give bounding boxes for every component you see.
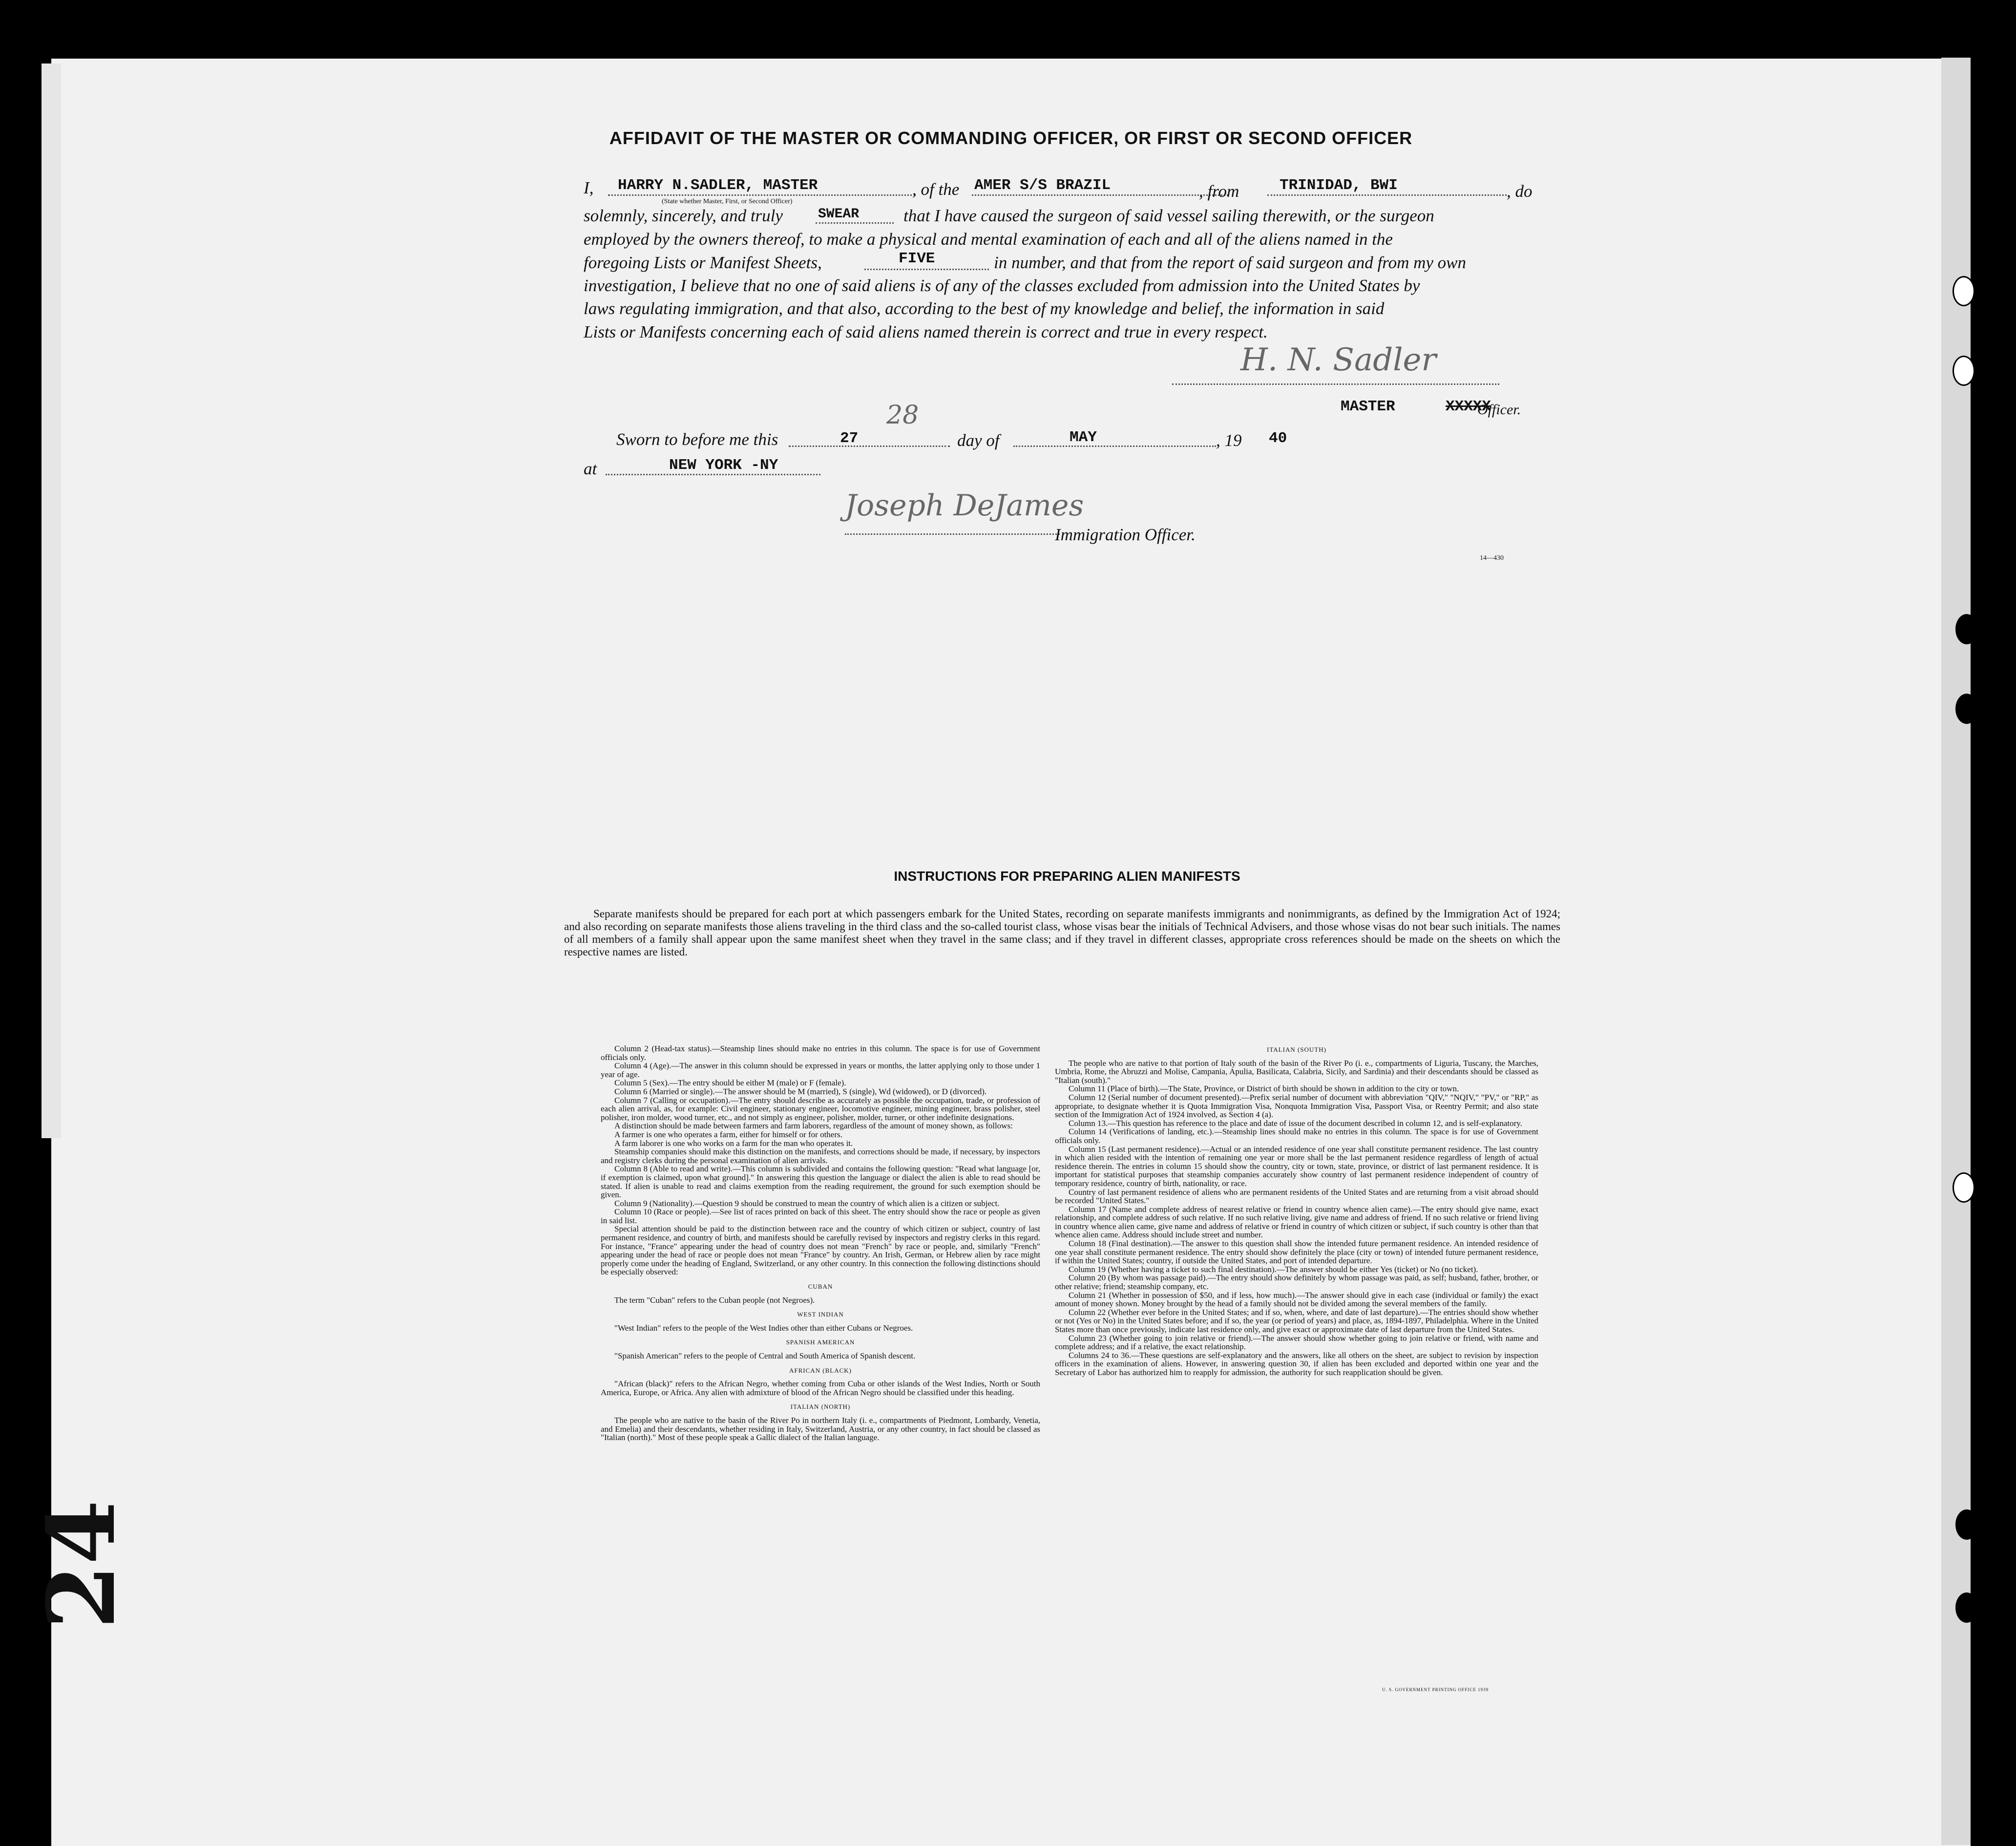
form-number: 14—430 [1480, 554, 1504, 562]
sheets-field: FIVE [899, 250, 935, 267]
instruction-paragraph: Column 18 (Final destination).—The answer to this question shall show the intended future permanent residence. An intended residence of one year shall constitute permanent residence. The entry should show definitely the place (city or town) of intended future permanent residence, if within the United States; country, if outside the United States, and port of intended departure. [1055, 1239, 1538, 1266]
section-heading-italian-south: ITALIAN (SOUTH) [1267, 1046, 1326, 1053]
affidavit-line-2a: solemnly, sincerely, and truly [584, 206, 783, 225]
year-prefix: , 19 [1216, 431, 1242, 450]
affidavit-line-2b: that I have caused the surgeon of said vessel sailing therewith, or the surgeon [903, 206, 1434, 225]
instruction-paragraph: A farmer is one who operates a farm, either for himself or for others. [614, 1129, 842, 1139]
instruction-paragraph: The term "Cuban" refers to the Cuban people (not Negroes). [614, 1295, 815, 1305]
instructions-intro: Separate manifests should be prepared for each port at which passengers embark for the United States, recording on separate manifests immigrants and nonimmigrants, as defined by the Immigration Act of 1924; and also recording on separate manifests those aliens traveling in the third class and the so-called tourist class, whose visas bear the initials of Technical Advisers, and those whose visas do not bear such initials. The names of all members of a family shall appear upon the same manifest sheet when they travel in the same class; and if they travel in different classes, appropriate cross references should be made on the sheets on which the respective names are listed. [564, 908, 1560, 958]
month-field: MAY [1070, 429, 1097, 446]
instruction-paragraph: Column 20 (By whom was passage paid).—The entry should show definitely by whom passage was paid, as self; husband, father, brother, or other relative; friend; steamship company, etc. [1055, 1273, 1538, 1292]
affidavit-line-5: investigation, I believe that no one of said aliens is of any of the classes excluded from admission into the United States by [584, 276, 1420, 295]
page-edge-left [42, 64, 61, 1138]
year-field: 40 [1269, 430, 1287, 447]
affidavit-line-4a: foregoing Lists or Manifest Sheets, [584, 253, 822, 272]
affidavit-line-3: employed by the owners thereof, to make a physical and mental examination of each and all of the aliens named in the [584, 230, 1393, 249]
from-label: , from [1199, 182, 1239, 201]
instruction-paragraph: A distinction should be made between farmers and farm laborers, regardless of the amount of money shown, as follows: [614, 1121, 1013, 1131]
section-heading-spanish-american: SPANISH AMERICAN [786, 1338, 855, 1346]
instruction-paragraph: "Spanish American" refers to the people of Central and South America of Spanish descent. [614, 1351, 916, 1360]
instruction-paragraph: Column 6 (Married or single).—The answer should be M (married), S (single), Wd (widowed), or D (divorced). [614, 1086, 987, 1096]
punch-hole [1953, 1172, 1975, 1203]
day-field: 27 [840, 430, 859, 447]
instruction-paragraph: Country of last permanent residence of aliens who are permanent residents of the United States and are returning from a visit abroad should be recorded "United States." [1055, 1187, 1538, 1206]
immigration-officer-signature: Joseph DeJames [845, 488, 1084, 523]
instructions-right-column [1055, 1045, 1538, 1377]
instruction-paragraph: Column 19 (Whether having a ticket to such final destination).—The answer should be either Yes (ticket) or No (no ticket). [1069, 1264, 1478, 1274]
instruction-paragraph: Column 4 (Age).—The answer in this column should be expressed in years or months, the latter applying only to those under 1 year of age. [601, 1061, 1040, 1079]
day-line [789, 446, 950, 447]
name-line [608, 194, 916, 196]
affidavit-line-7: Lists or Manifests concerning each of said aliens named therein is correct and true in every respect. [584, 322, 1268, 341]
instruction-paragraph: Special attention should be paid to the distinction between race and the country of which citizen or subject, country of last permanent residence, and country of birth, and manifests should be carefully revised by inspectors and registry clerks in this regard. For instance, "France" appearing under the head of country does not mean "French" by race or people, and, similarly "French" appearing under the head of race or people does not mean "France" by country. An Irish, German, or Hebrew alien by race might properly come under the heading of England, Switzerland, or any other country. In this connection the following distinctions should be especially observed: [601, 1224, 1040, 1277]
section-heading-west-indian: WEST INDIAN [797, 1311, 844, 1318]
vessel-line [972, 194, 1228, 196]
officer-label: Officer. [1477, 402, 1521, 418]
printer-imprint: U. S. GOVERNMENT PRINTING OFFICE 1939 [1382, 1687, 1489, 1692]
sheets-line [864, 269, 989, 270]
affidavit-line-6: laws regulating immigration, and that also, according to the best of my knowledge and belief, the information in said [584, 299, 1385, 318]
swear-field: SWEAR [818, 207, 860, 222]
instruction-paragraph: "African (black)" refers to the African Negro, whether coming from Cuba or other islands of the West Indies, North or South America, Europe, or Africa. Any alien with admixture of blood of the African Negro should be classified under this heading. [601, 1379, 1040, 1397]
section-heading-african: AFRICAN (BLACK) [789, 1366, 852, 1374]
instruction-paragraph: Column 22 (Whether ever before in the United States; and if so, when, where, and date of last departure).—The entries should show whether or not (Yes or No) in the United States before; and if so, the year (or period of years) and place, as, 1894-1897, Philadelphia. Where in the United States more than once previously, indicate last residence only, and give exact or approximate date of last departure from the United States. [1055, 1307, 1538, 1334]
rank-field: MASTER [1341, 398, 1395, 415]
master-signature: H. N. Sadler [1240, 342, 1436, 378]
section-heading-italian-north: ITALIAN (NORTH) [790, 1403, 851, 1411]
at-label: at [584, 459, 597, 478]
instruction-paragraph: Column 7 (Calling or occupation).—The entry should describe as accurately as possible the occupation, trade, or profession of each alien arrival, as, for example: Civil engineer, stationary engineer, locomotive engineer, mining engineer, brass polisher, steel polisher, iron molder, wood turner, etc., and not simply as engineer, polisher, molder, turner, or other indefinite designations. [601, 1095, 1040, 1122]
instruction-paragraph: The people who are native to the basin of the River Po in northern Italy (i. e., compartments of Piedmont, Lombardy, Venetia, and Emelia) and their descendants, whether residing in Italy, Switzerland, Austria, or any other country, in fact should be classed as "Italian (north)." Most of these people speak a Gallic dialect of the Italian language. [601, 1415, 1040, 1443]
from-field: TRINIDAD, BWI [1280, 177, 1398, 194]
instruction-paragraph: Column 21 (Whether in possession of $50, and if less, how much).—The answer should give in each case (individual or family) the exact amount of money shown. Money brought by the head of a family should not be divided among the several members of the family. [1055, 1290, 1538, 1309]
instructions-title: INSTRUCTIONS FOR PREPARING ALIEN MANIFESTS [894, 869, 1240, 884]
rank-struck: XXXXX [1446, 398, 1491, 415]
instruction-paragraph: Column 10 (Race or people).—See list of races printed on back of this sheet. The entry should show the race or people as given in said list. [601, 1207, 1040, 1225]
instruction-paragraph: "West Indian" refers to the people of the West Indies other than either Cubans or Negroes. [614, 1323, 913, 1333]
place-field: NEW YORK -NY [669, 457, 778, 474]
section-heading-cuban: CUBAN [808, 1283, 833, 1291]
swear-line [816, 222, 894, 224]
page-number: 24 [27, 1500, 136, 1629]
instruction-paragraph: A farm laborer is one who works on a farm for the man who operates it. [614, 1138, 853, 1148]
affidavit-i: I, [584, 178, 594, 197]
day-of-label: day of [957, 431, 1000, 450]
punch-hole [1955, 1509, 1978, 1540]
instruction-paragraph: The people who are native to that portion of Italy south of the basin of the River Po (i. e., compartments of Liguria, Tuscany, the Marches, Umbria, Rome, the Abruzzi and Molise, Campania, Apulia, Basilicata, Calabria, Sicily, and Sardinia) and their descendants should be classed as "Italian (south)." [1055, 1058, 1538, 1085]
instruction-paragraph: Column 2 (Head-tax status).—Steamship lines should make no entries in this column. The space is for use of Government officials only. [601, 1044, 1040, 1062]
sworn-label: Sworn to before me this [616, 430, 778, 449]
instructions-left-column [601, 1044, 1040, 1442]
punch-hole [1955, 614, 1978, 644]
from-line [1267, 194, 1507, 196]
instruction-paragraph: Column 8 (Able to read and write).—This column is subdivided and contains the following question: "Read what language [or, if exemption is claimed, upon what ground]." In answering this question the language or dialect the alien is able to read should be stated. If alien is unable to read and claims exemption from the reading requirement, the ground for such exemption should be given. [601, 1164, 1040, 1200]
master-signature-line [1172, 383, 1499, 385]
page-edge [1941, 58, 1971, 1845]
instruction-paragraph: Steamship companies should make this distinction on the manifests, and corrections should be made, if necessary, by inspectors and registry clerks during the personal examination of alien arrivals. [601, 1147, 1040, 1165]
affidavit-line-4b: in number, and that from the report of said surgeon and from my own [994, 253, 1467, 272]
instruction-paragraph: Column 17 (Name and complete address of nearest relative or friend in country whence alien came).—The entry should give name, exact relationship, and complete address of such relative. If no such relative living, give name and address of friend. If no such relative or friend living in country whence alien came, give name and address of relative or friend in country of which citizen or subject, if such country is other than that whence alien came. Address should include street and number. [1055, 1204, 1538, 1240]
punch-hole [1953, 356, 1975, 386]
instruction-paragraph: Column 9 (Nationality).—Question 9 should be construed to mean the country of which alien is a citizen or subject. [614, 1198, 1000, 1208]
instruction-paragraph: Column 23 (Whether going to join relative or friend).—The answer should show whether going to join relative or friend, with name and complete address; and if a relative, the exact relationship. [1055, 1333, 1538, 1352]
officer-signature-line [845, 533, 1060, 535]
instruction-paragraph: Column 11 (Place of birth).—The State, Province, or District of birth should be shown in addition to the city or town. [1069, 1084, 1459, 1094]
punch-hole [1955, 1592, 1978, 1623]
punch-hole [1953, 276, 1975, 306]
instruction-paragraph: Column 15 (Last permanent residence).—Actual or an intended residence of one year shall constitute permanent residence. The last country in which alien resided with the intention of remaining one year or more shall be the last permanent residence regardless of length of actual residence therein. The entries in column 15 should show the country, city or town, state, province, or district of last permanent residence. It is important for statistical purposes that steamship companies accurately show country of last permanent residence independent of country of temporary residence, country of birth, nationality, or race. [1055, 1144, 1538, 1188]
affidavit-title: AFFIDAVIT OF THE MASTER OR COMMANDING OFFICER, OR FIRST OR SECOND OFFICER [609, 128, 1413, 148]
master-name-field: HARRY N.SADLER, MASTER [618, 177, 818, 194]
do-label: , do [1507, 182, 1533, 201]
day-correction: 28 [886, 401, 919, 430]
instruction-paragraph: Column 13.—This question has reference to the place and date of issue of the document described in column 12, and is self-explanatory. [1069, 1118, 1522, 1128]
of-the-label: , of the [912, 180, 960, 199]
month-line [1013, 446, 1216, 447]
instruction-paragraph: Columns 24 to 36.—These questions are self-explanatory and the answers, like all others on the sheet, are subject to revision by inspection officers in the examination of aliens. However, in answering question 30, if alien has been excluded and deported within one year and the Secretary of Labor has authorized him to reapply for admission, the authority for such reapplication should be given. [1055, 1350, 1538, 1377]
vessel-field: AMER S/S BRAZIL [974, 177, 1111, 194]
instruction-paragraph: Column 12 (Serial number of document presented).—Prefix serial number of document with abbreviation "QIV," "NQIV," "PV," or "RP," as appropriate, to designate whether it is Quota Immigration Visa, Nonquota Immigration Visa, Passport Visa, or Reentry Permit; and also state section of the Immigration Act of 1924 involved, as Section 4 (a). [1055, 1092, 1538, 1120]
place-line [606, 474, 820, 475]
immigration-officer-label: Immigration Officer. [1055, 525, 1196, 544]
instruction-paragraph: Column 5 (Sex).—The entry should be either M (male) or F (female). [614, 1078, 846, 1088]
punch-hole [1955, 694, 1978, 724]
name-caption: (State whether Master, First, or Second Officer) [662, 198, 793, 205]
instruction-paragraph: Column 14 (Verifications of landing, etc.).—Steamship lines should make no entries in this column. The space is for use of Government officials only. [1055, 1127, 1538, 1145]
